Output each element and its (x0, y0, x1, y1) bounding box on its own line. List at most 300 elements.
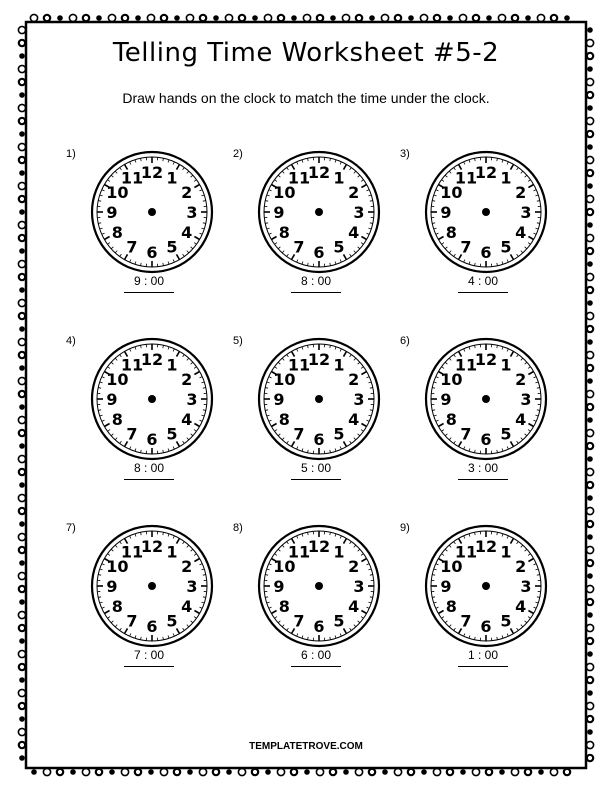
minute-tick (201, 602, 204, 603)
border-dot (70, 769, 76, 775)
border-loop (19, 391, 25, 397)
clock-number: 12 (307, 350, 331, 369)
clock-number: 11 (454, 355, 478, 375)
minute-tick (521, 251, 523, 253)
minute-tick (102, 190, 105, 191)
hour-tick (361, 372, 366, 375)
clock-number: 3 (520, 203, 532, 222)
minute-tick (141, 637, 142, 640)
minute-tick (163, 532, 164, 535)
border-dot (564, 15, 570, 21)
minute-tick (302, 534, 303, 537)
minute-tick (445, 247, 447, 249)
border-loop (174, 769, 180, 775)
border-loop (18, 416, 25, 423)
minute-tick (98, 223, 101, 224)
minute-tick (528, 554, 530, 556)
hour-tick (194, 611, 199, 614)
minute-tick (502, 160, 503, 163)
minute-tick (275, 367, 277, 369)
minute-tick (534, 377, 537, 378)
minute-tick (168, 534, 169, 537)
clock-number: 5 (500, 611, 512, 631)
clock-number: 1 (500, 542, 512, 562)
minute-tick (201, 382, 204, 383)
minute-tick (449, 251, 451, 253)
clock-number: 5 (166, 237, 178, 257)
minute-tick (130, 634, 131, 637)
clock-number: 3 (353, 203, 365, 222)
clock-number: 2 (515, 370, 527, 389)
minute-tick (163, 158, 164, 161)
clock-number: 8 (445, 223, 457, 242)
minute-tick (168, 347, 169, 350)
minute-tick (267, 228, 270, 229)
worksheet-title: Telling Time Worksheet #5-2 (112, 38, 500, 68)
minute-tick (525, 175, 527, 177)
minute-tick (507, 447, 508, 450)
border-loop (225, 14, 232, 21)
border-loop (239, 15, 245, 21)
minute-tick (340, 447, 341, 450)
border-loop (200, 15, 206, 21)
clock-number: 10 (440, 557, 463, 576)
minute-tick (361, 430, 363, 432)
clock-face-icon[interactable] (257, 337, 381, 461)
minute-tick (517, 628, 519, 630)
minute-tick (525, 549, 527, 551)
minute-tick (370, 388, 373, 389)
clock-number: 3 (186, 390, 198, 409)
minute-tick (432, 388, 435, 389)
minute-tick (525, 434, 527, 436)
minute-tick (358, 434, 360, 436)
minute-tick (454, 441, 456, 443)
border-loop (19, 235, 25, 241)
minute-tick (537, 575, 540, 576)
minute-tick (358, 362, 360, 364)
border-dot (252, 15, 258, 21)
border-loop (586, 234, 593, 241)
border-loop (587, 677, 593, 683)
border-loop (498, 14, 505, 21)
minute-tick (537, 410, 540, 411)
minute-tick (141, 158, 142, 161)
minute-tick (464, 447, 465, 450)
target-time: 1 : 00 (467, 648, 499, 662)
minute-tick (308, 450, 309, 453)
minute-tick (98, 388, 101, 389)
minute-tick (100, 195, 103, 196)
hour-tick (528, 424, 533, 427)
clock-number: 1 (333, 168, 345, 188)
minute-tick (141, 450, 142, 453)
minute-tick (135, 534, 136, 537)
minute-tick (200, 607, 203, 608)
clock-number: 11 (287, 355, 311, 375)
clock-number: 4 (348, 223, 360, 242)
minute-tick (497, 263, 498, 266)
border-loop (355, 768, 362, 775)
border-dot (369, 15, 375, 21)
border-dot (135, 15, 141, 21)
minute-tick (442, 243, 444, 245)
minute-tick (354, 545, 356, 547)
minute-tick (275, 243, 277, 245)
minute-tick (517, 254, 519, 256)
minute-tick (445, 175, 447, 177)
minute-tick (367, 420, 370, 421)
minute-tick (335, 635, 336, 638)
border-loop (57, 769, 63, 775)
minute-tick (287, 254, 289, 256)
border-loop (19, 547, 25, 553)
clock-number: 12 (474, 537, 498, 556)
minute-tick (194, 367, 196, 369)
clock-number: 6 (313, 430, 325, 449)
minute-tick (521, 625, 523, 627)
clock-number: 2 (348, 557, 360, 576)
minute-tick (361, 180, 363, 182)
clock-number: 10 (106, 557, 129, 576)
minute-tick (269, 233, 272, 234)
clock-number: 5 (500, 237, 512, 257)
border-loop (587, 755, 593, 761)
center-dot (315, 208, 323, 216)
clock-number: 12 (140, 350, 164, 369)
minute-tick (521, 438, 523, 440)
hour-tick (361, 424, 366, 427)
minute-tick (517, 441, 519, 443)
minute-tick (434, 415, 437, 416)
minute-tick (203, 388, 206, 389)
minute-tick (330, 263, 331, 266)
center-dot (482, 208, 490, 216)
minute-tick (361, 367, 363, 369)
minute-tick (200, 377, 203, 378)
minute-tick (330, 532, 331, 535)
minute-tick (340, 260, 341, 263)
minute-tick (168, 448, 169, 451)
border-dot (587, 144, 593, 150)
border-loop (587, 521, 593, 527)
border-loop (43, 768, 50, 775)
minute-tick (502, 448, 503, 451)
minute-tick (183, 542, 185, 544)
minute-tick (521, 358, 523, 360)
minute-tick (120, 628, 122, 630)
minute-tick (368, 228, 371, 229)
border-loop (587, 638, 593, 644)
minute-tick (111, 621, 113, 623)
minute-tick (168, 261, 169, 264)
minute-tick (469, 635, 470, 638)
minute-tick (200, 233, 203, 234)
minute-tick (183, 355, 185, 357)
minute-tick (358, 621, 360, 623)
minute-tick (330, 158, 331, 161)
clock-face-icon[interactable] (424, 150, 548, 274)
border-dot (587, 690, 593, 696)
minute-tick (445, 434, 447, 436)
border-loop (19, 274, 25, 280)
minute-tick (183, 441, 185, 443)
minute-tick (108, 617, 110, 619)
minute-tick (464, 634, 465, 637)
clock-number: 8 (278, 223, 290, 242)
border-dot (587, 456, 593, 462)
minute-tick (302, 635, 303, 638)
minute-tick (187, 358, 189, 360)
border-loop (586, 429, 593, 436)
center-dot (315, 582, 323, 590)
minute-tick (173, 162, 174, 165)
minute-tick (265, 410, 268, 411)
border-loop (586, 663, 593, 670)
clock-number: 10 (273, 183, 296, 202)
minute-tick (517, 168, 519, 170)
clock-number: 2 (348, 183, 360, 202)
clock-number: 1 (333, 542, 345, 562)
border-loop (18, 260, 25, 267)
border-dot (587, 417, 593, 423)
minute-tick (442, 617, 444, 619)
border-dot (587, 534, 593, 540)
clock-face-icon[interactable] (90, 337, 214, 461)
minute-tick (269, 377, 272, 378)
minute-tick (354, 171, 356, 173)
target-time: 9 : 00 (133, 274, 165, 288)
border-loop (135, 769, 141, 775)
border-loop (199, 768, 206, 775)
minute-tick (368, 569, 371, 570)
problem-3 (400, 148, 570, 318)
minute-tick (111, 549, 113, 551)
minute-tick (340, 536, 341, 539)
clock-face-icon[interactable] (257, 150, 381, 274)
minute-tick (454, 628, 456, 630)
clock-face-icon[interactable] (90, 150, 214, 274)
problem-number: 2) (233, 148, 243, 160)
minute-tick (308, 345, 309, 348)
minute-tick (141, 263, 142, 266)
border-loop (586, 546, 593, 553)
minute-tick (100, 382, 103, 383)
border-loop (587, 209, 593, 215)
clock-number: 1 (166, 542, 178, 562)
border-dot (19, 599, 25, 605)
minute-tick (201, 228, 204, 229)
border-loop (408, 769, 414, 775)
border-loop (586, 507, 593, 514)
border-loop (121, 768, 128, 775)
minute-tick (350, 355, 352, 357)
border-loop (291, 769, 297, 775)
hour-tick (438, 237, 443, 240)
minute-tick (302, 347, 303, 350)
minute-tick (203, 410, 206, 411)
minute-tick (120, 441, 122, 443)
minute-tick (502, 261, 503, 264)
minute-tick (308, 263, 309, 266)
minute-tick (350, 254, 352, 256)
minute-tick (98, 597, 101, 598)
minute-tick (534, 233, 537, 234)
problem-number: 6) (400, 335, 410, 347)
minute-tick (517, 542, 519, 544)
clock-number: 4 (181, 410, 193, 429)
minute-tick (203, 201, 206, 202)
minute-tick (108, 243, 110, 245)
clock-number: 6 (313, 617, 325, 636)
minute-tick (436, 190, 439, 191)
border-loop (83, 15, 89, 21)
minute-tick (269, 190, 272, 191)
minute-tick (100, 228, 103, 229)
minute-tick (302, 160, 303, 163)
problem-number: 5) (233, 335, 243, 347)
border-loop (587, 404, 593, 410)
border-loop (277, 768, 284, 775)
hour-tick (361, 611, 366, 614)
border-loop (551, 15, 557, 21)
minute-tick (163, 345, 164, 348)
minute-tick (297, 260, 298, 263)
minute-tick (370, 201, 373, 202)
minute-tick (350, 542, 352, 544)
minute-tick (187, 171, 189, 173)
border-loop (161, 15, 167, 21)
problem-6 (400, 335, 570, 505)
border-dot (96, 15, 102, 21)
border-loop (18, 689, 25, 696)
hour-tick (438, 611, 443, 614)
minute-tick (191, 549, 193, 551)
center-dot (148, 582, 156, 590)
minute-tick (497, 345, 498, 348)
border-dot (587, 105, 593, 111)
border-loop (473, 15, 479, 21)
minute-tick (502, 635, 503, 638)
border-dot (19, 365, 25, 371)
problem-number: 8) (233, 522, 243, 534)
minute-tick (98, 575, 101, 576)
center-dot (148, 208, 156, 216)
clock-number: 11 (287, 542, 311, 562)
clock-number: 9 (440, 390, 452, 409)
border-loop (587, 599, 593, 605)
clock-number: 11 (120, 542, 144, 562)
clock-number: 5 (333, 424, 345, 444)
problem-5 (233, 335, 403, 505)
clock-face-icon[interactable] (424, 524, 548, 648)
border-loop (18, 611, 25, 618)
clock-number: 11 (454, 168, 478, 188)
minute-tick (340, 162, 341, 165)
clock-number: 4 (348, 410, 360, 429)
border-dot (587, 27, 593, 33)
border-loop (69, 14, 76, 21)
clock-face-icon[interactable] (424, 337, 548, 461)
minute-tick (354, 251, 356, 253)
minute-tick (445, 362, 447, 364)
clock-face-icon[interactable] (257, 524, 381, 648)
minute-tick (102, 607, 105, 608)
minute-tick (269, 420, 272, 421)
clock-number: 9 (106, 203, 118, 222)
minute-tick (340, 634, 341, 637)
minute-tick (297, 447, 298, 450)
time-underline (458, 292, 508, 293)
border-loop (18, 299, 25, 306)
border-loop (586, 273, 593, 280)
border-loop (18, 182, 25, 189)
clock-number: 10 (440, 370, 463, 389)
border-dot (499, 769, 505, 775)
border-loop (420, 14, 427, 21)
border-loop (433, 768, 440, 775)
border-dot (447, 15, 453, 21)
minute-tick (497, 532, 498, 535)
minute-tick (282, 171, 284, 173)
border-dot (382, 769, 388, 775)
minute-tick (267, 569, 270, 570)
border-dot (587, 729, 593, 735)
border-dot (343, 769, 349, 775)
minute-tick (432, 201, 435, 202)
minute-tick (330, 450, 331, 453)
hour-tick (104, 237, 109, 240)
minute-tick (278, 362, 280, 364)
minute-tick (282, 251, 284, 253)
minute-tick (135, 160, 136, 163)
clock-number: 6 (480, 243, 492, 262)
time-underline (124, 292, 174, 293)
border-dot (226, 769, 232, 775)
border-loop (122, 15, 128, 21)
minute-tick (282, 438, 284, 440)
minute-tick (436, 564, 439, 565)
minute-tick (130, 447, 131, 450)
center-dot (315, 395, 323, 403)
border-loop (19, 625, 25, 631)
hour-tick (361, 559, 366, 562)
clock-number: 9 (273, 390, 285, 409)
minute-tick (163, 637, 164, 640)
border-loop (96, 769, 102, 775)
clock-number: 12 (307, 537, 331, 556)
minute-tick (507, 634, 508, 637)
border-dot (408, 15, 414, 21)
border-loop (30, 14, 37, 21)
border-loop (586, 624, 593, 631)
minute-tick (183, 168, 185, 170)
minute-tick (436, 420, 439, 421)
hour-tick (271, 611, 276, 614)
border-loop (18, 221, 25, 228)
minute-tick (115, 545, 117, 547)
minute-tick (497, 637, 498, 640)
clock-number: 11 (454, 542, 478, 562)
minute-tick (502, 347, 503, 350)
minute-tick (469, 160, 470, 163)
minute-tick (98, 410, 101, 411)
clock-number: 4 (348, 597, 360, 616)
time-underline (458, 479, 508, 480)
clock-face-icon[interactable] (90, 524, 214, 648)
minute-tick (187, 625, 189, 627)
minute-tick (475, 345, 476, 348)
